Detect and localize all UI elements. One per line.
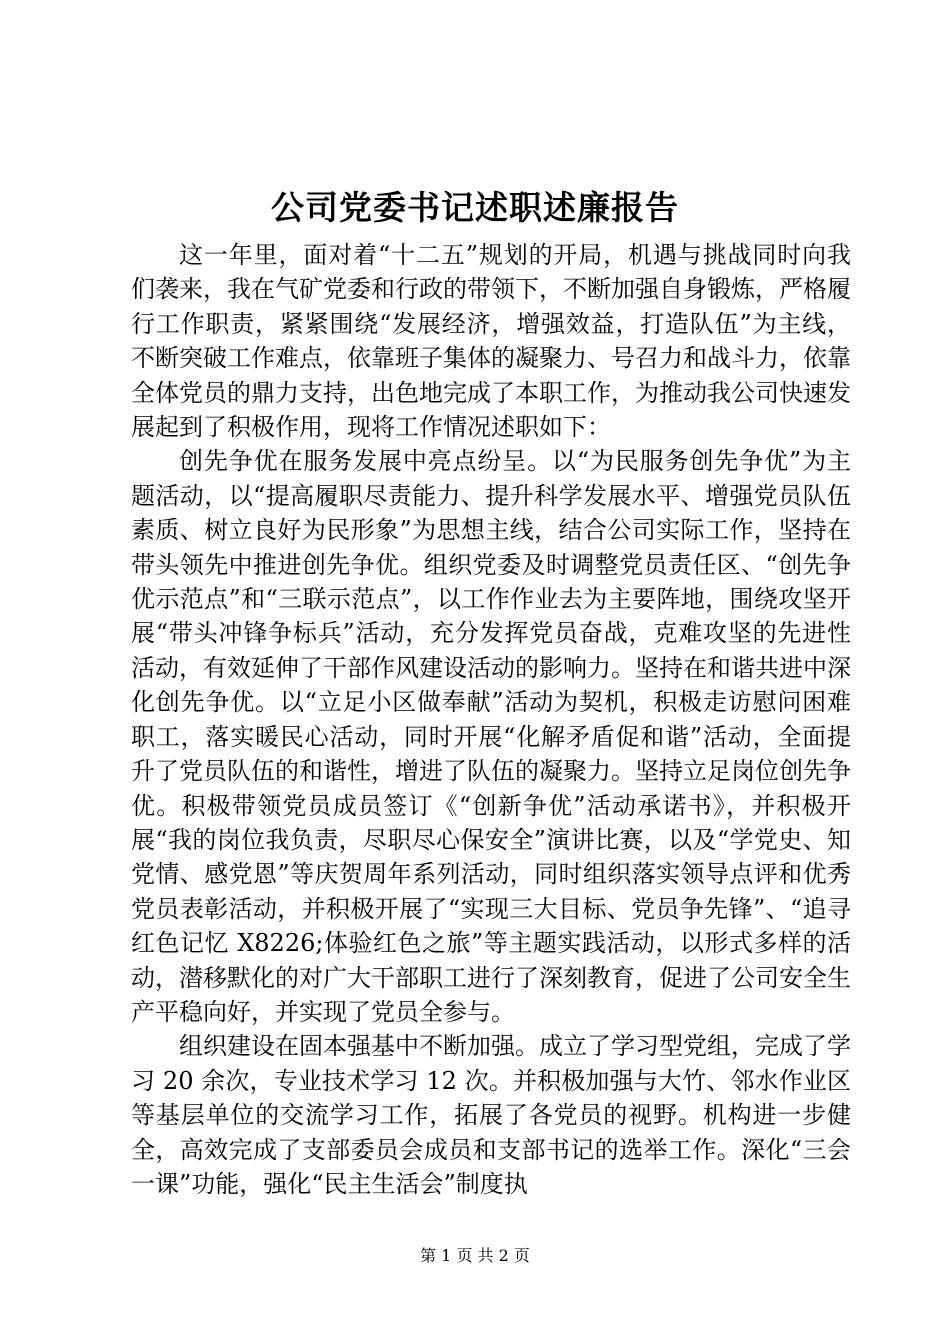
paragraph-organization: 组织建设在固本强基中不断加强。成立了学习型党组，完成了学习 20 余次，专业技术学习 12 次。并积极加强与大竹、邻水作业区等基层单位的交流学习工作，拓展了各党员的视野。机构进一步健全，高效完成了支部委员会成员和支部书记的选举工作。深化“三会一课”功能，强化“民主生活会”制度执 [131,1032,851,1198]
page-footer: 第 1 页 共 2 页 [420,1246,530,1265]
paragraph-intro: 这一年里，面对着“十二五”规划的开局，机遇与挑战同时向我们袭来，我在气矿党委和行政的带领下，不断加强自身锻炼，严格履行工作职责，紧紧围绕“发展经济，增强效益，打造队伍”为主线，不断突破工作难点，依靠班子集体的凝聚力、号召力和战斗力，依靠全体党员的鼎力支持，出色地完成了本职工作，为推动我公司快速发展起到了积极作用，现将工作情况述职如下： [131,241,851,442]
document-title: 公司党委书记述职述廉报告 [271,188,679,227]
paragraph-excellence: 创先争优在服务发展中亮点纷呈。以“为民服务创先争优”为主题活动，以“提高履职尽责能力、提升科学发展水平、增强党员队伍素质、树立良好为民形象”为思想主线，结合公司实际工作，坚持在带头领先中推进创先争优。组织党委及时调整党员责任区、“创先争优示范点”和“三联示范点”，以工作作业去为主要阵地，围绕攻坚开展“带头冲锋争标兵”活动，充分发挥党员奋战，克难攻坚的先进性活动，有效延伸了干部作风建设活动的影响力。坚持在和谐共进中深化创先争优。以“立足小区做奉献”活动为契机，积极走访慰问困难职工，落实暖民心活动，同时开展“化解矛盾促和谐”活动，全面提升了党员队伍的和谐性，增进了队伍的凝聚力。坚持立足岗位创先争优。积极带领党员成员签订《“创新争优”活动承诺书》，并积极开展“我的岗位我负责，尽职尽心保安全”演讲比赛，以及“学党史、知党情、感党恩”等庆贺周年系列活动，同时组织落实领导点评和优秀党员表彰活动，并积极开展了“实现三大目标、党员争先锋”、“追寻红色记忆 X8226;体验红色之旅”等主题实践活动，以形式多样的活动，潜移默化的对广大干部职工进行了深刻教育，促进了公司安全生产平稳向好，并实现了党员全参与。 [131,447,851,1026]
document-body [131,238,851,1201]
